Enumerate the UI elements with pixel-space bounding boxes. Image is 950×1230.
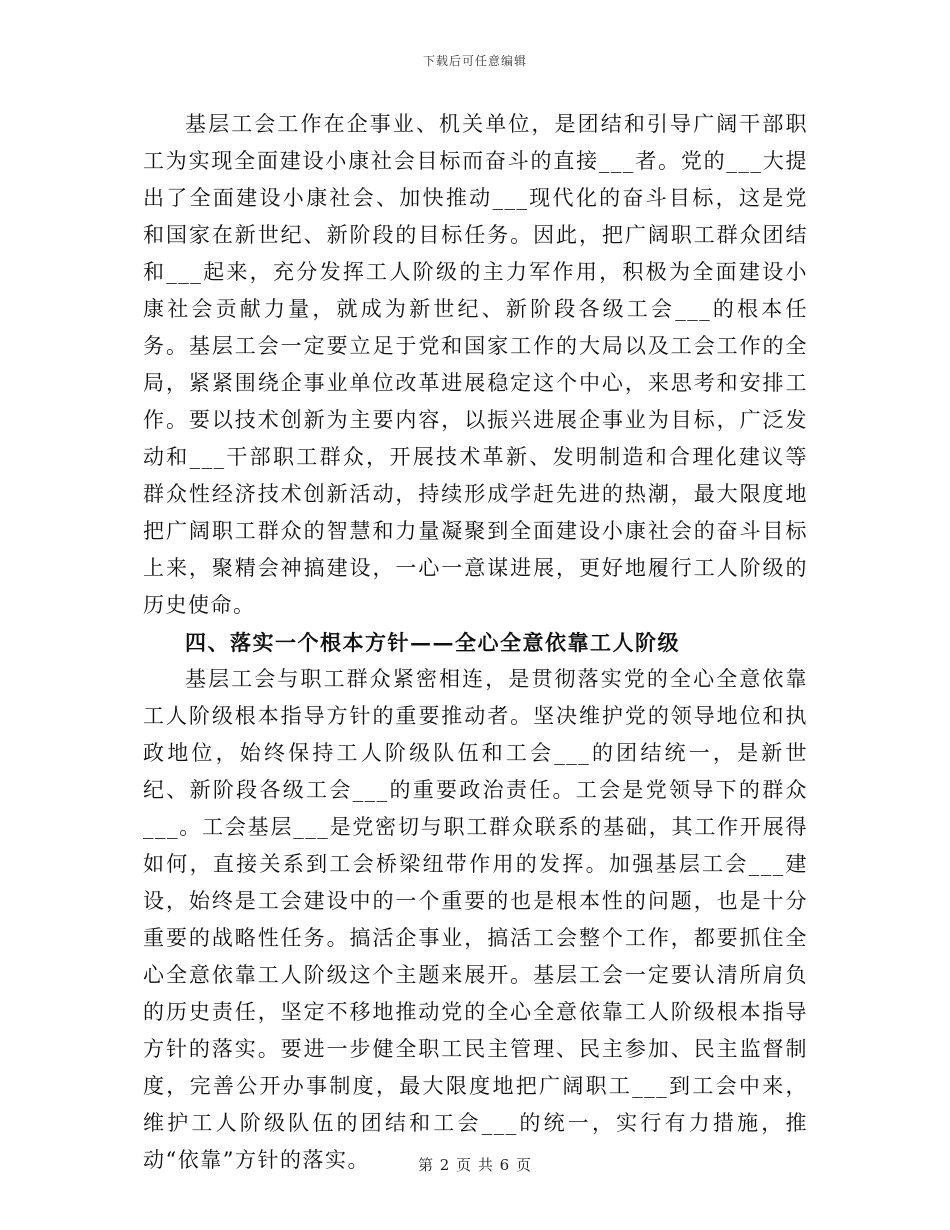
paragraph-rely-on-working-class: 基层工会与职工群众紧密相连，是贯彻落实党的全心全意依靠工人阶级根本指导方针的重要推动者。坚决维护党的领导地位和执政地位，始终保持工人阶级队伍和工会___的团结统一，是新世纪、新阶段各级工会___的重要政治责任。工会是党领导下的群众___。工会基层___是党密切与职工群众联系的基础，其工作开展得如何，直接关系到工会桥梁纽带作用的发挥。加强基层工会___建设，始终是工会建设中的一个重要的也是根本性的问题，也是十分重要的战略性任务。搞活企事业，搞活工会整个工作，都要抓住全心全意依靠工人阶级这个主题来展开。基层工会一定要认清所肩负的历史责任，坚定不移地推动党的全心全意依靠工人阶级根本指导方针的落实。要进一步健全职工民主管理、民主参加、民主监督制度，完善公开办事制度，最大限度地把广阔职工___到工会中来，维护工人阶级队伍的团结和工会___的统一，实行有力措施，推动“依靠”方针的落实。 bbox=[143, 667, 808, 1172]
section-heading-4: 四、落实一个根本方针——全心全意依靠工人阶级 bbox=[185, 630, 680, 655]
document-body bbox=[143, 106, 808, 1179]
page-number: 第 2 页 共 6 页 bbox=[418, 1156, 532, 1174]
paragraph-grassroots-union-work: 基层工会工作在企事业、机关单位，是团结和引导广阔干部职工为实现全面建设小康社会目标而奋斗的直接___者。党的___大提出了全面建设小康社会、加快推动___现代化的奋斗目标，这是党和国家在新世纪、新阶段的目标任务。因此，把广阔职工群众团结和___起来，充分发挥工人阶级的主力军作用，积极为全面建设小康社会贡献力量，就成为新世纪、新阶段各级工会___的根本任务。基层工会一定要立足于党和国家工作的大局以及工会工作的全局，紧紧围绕企事业单位改革进展稳定这个中心，来思考和安排工作。要以技术创新为主要内容，以振兴进展企事业为目标，广泛发动和___干部职工群众，开展技术革新、发明制造和合理化建议等群众性经济技术创新活动，持续形成学赶先进的热潮，最大限度地把广阔职工群众的智慧和力量凝聚到全面建设小康社会的奋斗目标上来，聚精会神搞建设，一心一意谋进展，更好地履行工人阶级的历史使命。 bbox=[143, 112, 808, 617]
page-header: 下载后可任意编辑 bbox=[422, 54, 527, 68]
